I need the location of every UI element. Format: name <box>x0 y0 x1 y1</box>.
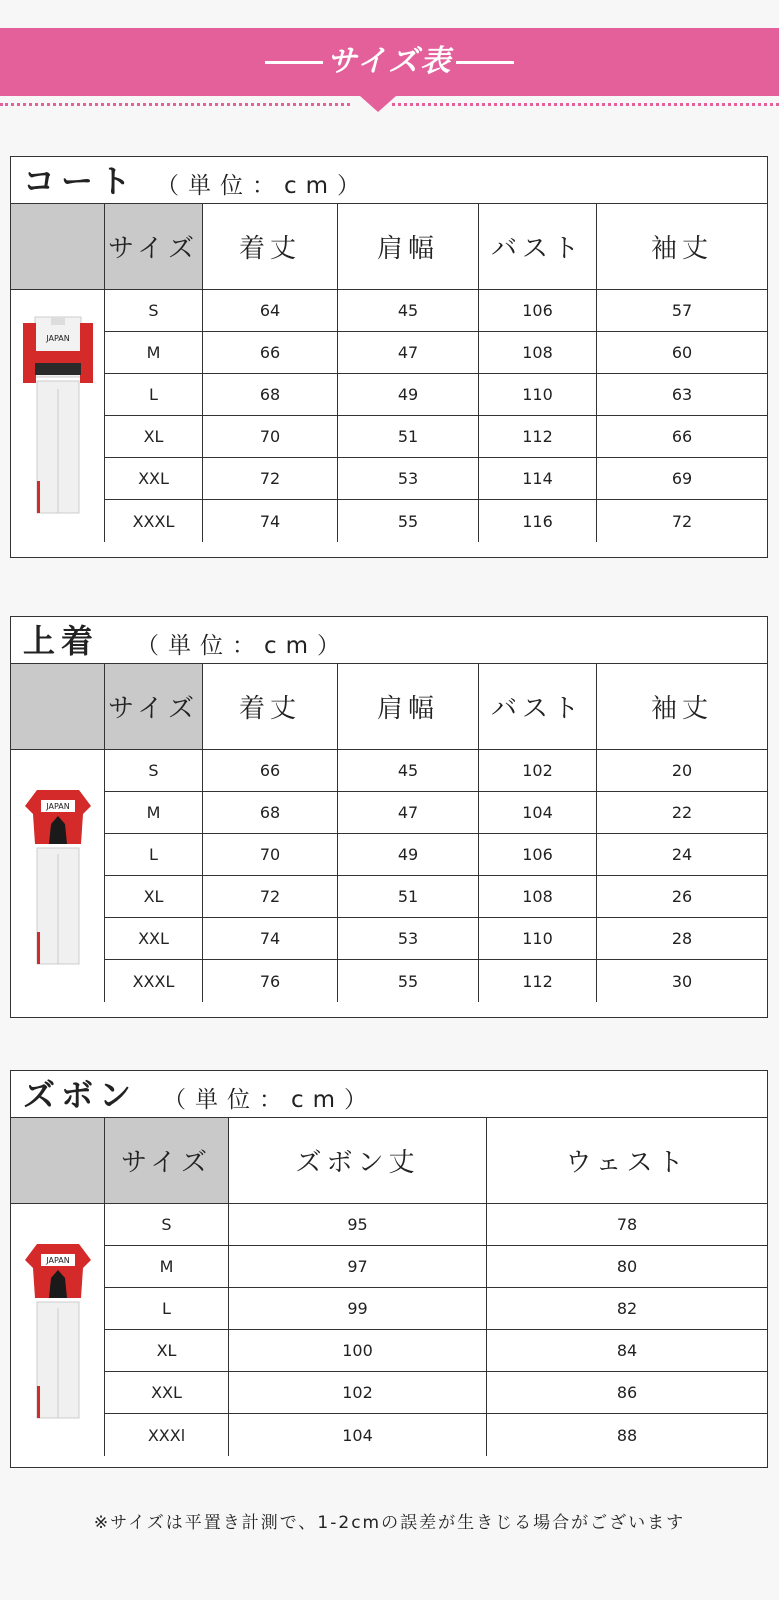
pants-uniform-image-icon <box>23 1238 93 1423</box>
coat-row-2-col-1: 68 <box>203 374 338 416</box>
coat-uniform-image-icon <box>21 311 95 521</box>
coat-header-blank <box>11 204 105 290</box>
coat-row-5-col-0: XXXL <box>105 500 203 542</box>
pants-row-2-col-2: 82 <box>487 1288 767 1330</box>
jacket-header-3: バスト <box>479 664 597 750</box>
page-title-text: サイズ表 <box>326 44 453 79</box>
jacket-row-5-col-3: 112 <box>479 960 597 1002</box>
coat-row-1-col-0: M <box>105 332 203 374</box>
banner-dotted-line-left <box>0 103 350 106</box>
coat-header-4: 袖丈 <box>597 204 767 290</box>
jacket-header-2: 肩幅 <box>338 664 479 750</box>
coat-row-3-col-2: 51 <box>338 416 479 458</box>
jacket-row-5-col-1: 76 <box>203 960 338 1002</box>
jacket-header-0: サイズ <box>105 664 203 750</box>
jacket-header-4: 袖丈 <box>597 664 767 750</box>
coat-row-5-col-1: 74 <box>203 500 338 542</box>
jacket-uniform-image-icon <box>23 784 93 969</box>
pants-title: ズボン <box>23 1076 138 1114</box>
jacket-table-title <box>11 617 767 664</box>
jacket-row-5-col-4: 30 <box>671 971 693 991</box>
coat-header-2: 肩幅 <box>338 204 479 290</box>
coat-row-2-col-2: 49 <box>338 374 479 416</box>
pants-row-0-col-2: 78 <box>487 1204 767 1246</box>
coat-row-0-col-1: 64 <box>203 290 338 332</box>
jacket-row-1-col-4: 22 <box>597 792 767 834</box>
coat-header-0: サイズ <box>105 204 203 290</box>
coat-row-0-col-2: 45 <box>338 290 479 332</box>
pants-row-4-col-0: XXL <box>105 1372 229 1414</box>
pants-row-4-col-1: 102 <box>229 1372 487 1414</box>
coat-row-5-col-3: 116 <box>479 500 597 542</box>
coat-row-4-col-3: 114 <box>479 458 597 500</box>
svg-text:JAPAN: JAPAN <box>45 1255 70 1265</box>
pants-row-1-col-1: 97 <box>229 1246 487 1288</box>
jacket-row-2-col-0: L <box>105 834 203 876</box>
coat-row-3-col-1: 70 <box>203 416 338 458</box>
coat-product-image <box>11 290 105 542</box>
pants-row-3-col-1: 100 <box>229 1330 487 1372</box>
jacket-row-1-col-0: M <box>105 792 203 834</box>
pants-row-4-col-2: 86 <box>487 1372 767 1414</box>
jacket-header-blank <box>11 664 105 750</box>
pants-unit: （単位：cm） <box>163 1087 377 1113</box>
banner-dotted-line-right <box>392 103 779 106</box>
coat-unit: （単位：cm） <box>156 173 370 199</box>
measurement-note: ※サイズは平置き計測で、1-2cmの誤差が生きじる場合がございます <box>93 1513 686 1533</box>
coat-row-1-col-3: 108 <box>479 332 597 374</box>
coat-row-4-col-2: 53 <box>338 458 479 500</box>
jacket-row-1-col-1: 68 <box>203 792 338 834</box>
coat-row-5-col-2: 55 <box>338 500 479 542</box>
coat-table-title <box>11 157 767 204</box>
jacket-row-0-col-3: 102 <box>479 750 597 792</box>
coat-row-5-col-4: 72 <box>671 511 693 531</box>
jacket-row-4-col-4: 28 <box>597 918 767 960</box>
pants-header-2: ウェスト <box>487 1118 767 1204</box>
pants-row-5-col-1: 104 <box>229 1414 487 1456</box>
svg-text:JAPAN: JAPAN <box>45 801 70 811</box>
svg-text:JAPAN: JAPAN <box>45 334 70 343</box>
jacket-product-image <box>11 750 105 1002</box>
pants-header-0: サイズ <box>105 1118 229 1204</box>
coat-row-3-col-0: XL <box>105 416 203 458</box>
coat-row-3-col-4: 66 <box>597 416 767 458</box>
jacket-row-5-col-2: 55 <box>338 960 479 1002</box>
jacket-size-table <box>10 616 768 1018</box>
pants-row-1-col-0: M <box>105 1246 229 1288</box>
jacket-row-3-col-3: 108 <box>479 876 597 918</box>
coat-row-2-col-4: 63 <box>597 374 767 416</box>
coat-row-3-col-3: 112 <box>479 416 597 458</box>
page-title <box>0 44 779 80</box>
jacket-row-2-col-4: 24 <box>597 834 767 876</box>
jacket-unit: （単位：cm） <box>136 633 350 659</box>
jacket-row-1-col-2: 47 <box>338 792 479 834</box>
jacket-row-4-col-0: XXL <box>105 918 203 960</box>
title-dash-left <box>265 61 323 64</box>
jacket-row-3-col-1: 72 <box>203 876 338 918</box>
pants-product-image <box>11 1204 105 1456</box>
jacket-row-3-col-0: XL <box>105 876 203 918</box>
coat-row-4-col-4: 69 <box>597 458 767 500</box>
jacket-row-2-col-1: 70 <box>203 834 338 876</box>
pants-row-3-col-0: XL <box>105 1330 229 1372</box>
banner-notch <box>360 96 396 112</box>
jacket-row-3-col-4: 26 <box>597 876 767 918</box>
jacket-row-0-col-4: 20 <box>597 750 767 792</box>
coat-row-0-col-4: 57 <box>597 290 767 332</box>
coat-row-1-col-2: 47 <box>338 332 479 374</box>
jacket-row-2-col-2: 49 <box>338 834 479 876</box>
coat-row-4-col-0: XXL <box>105 458 203 500</box>
coat-size-table <box>10 156 768 558</box>
jacket-row-0-col-2: 45 <box>338 750 479 792</box>
pants-row-5-col-2: 88 <box>616 1425 638 1445</box>
coat-row-2-col-0: L <box>105 374 203 416</box>
jacket-row-0-col-1: 66 <box>203 750 338 792</box>
jacket-row-1-col-3: 104 <box>479 792 597 834</box>
coat-row-1-col-4: 60 <box>597 332 767 374</box>
pants-header-1: ズボン丈 <box>229 1118 487 1204</box>
jacket-row-4-col-3: 110 <box>479 918 597 960</box>
coat-header-3: バスト <box>479 204 597 290</box>
jacket-row-0-col-0: S <box>105 750 203 792</box>
coat-row-1-col-1: 66 <box>203 332 338 374</box>
pants-row-1-col-2: 80 <box>487 1246 767 1288</box>
pants-row-2-col-0: L <box>105 1288 229 1330</box>
pants-size-table <box>10 1070 768 1468</box>
jacket-row-4-col-1: 74 <box>203 918 338 960</box>
pants-header-blank <box>11 1118 105 1204</box>
jacket-row-3-col-2: 51 <box>338 876 479 918</box>
pants-row-0-col-1: 95 <box>229 1204 487 1246</box>
jacket-header-1: 着丈 <box>203 664 338 750</box>
coat-title: コート <box>23 162 138 200</box>
coat-row-4-col-1: 72 <box>203 458 338 500</box>
pants-row-3-col-2: 84 <box>487 1330 767 1372</box>
title-dash-right <box>456 61 514 64</box>
coat-row-2-col-3: 110 <box>479 374 597 416</box>
coat-row-0-col-0: S <box>105 290 203 332</box>
jacket-title: 上着 <box>23 622 100 660</box>
pants-row-0-col-0: S <box>105 1204 229 1246</box>
pants-row-5-col-0: XXXl <box>105 1414 229 1456</box>
jacket-row-2-col-3: 106 <box>479 834 597 876</box>
jacket-row-5-col-0: XXXL <box>105 960 203 1002</box>
pants-table-title <box>11 1071 767 1118</box>
coat-header-1: 着丈 <box>203 204 338 290</box>
coat-row-0-col-3: 106 <box>479 290 597 332</box>
pants-row-2-col-1: 99 <box>229 1288 487 1330</box>
jacket-row-4-col-2: 53 <box>338 918 479 960</box>
